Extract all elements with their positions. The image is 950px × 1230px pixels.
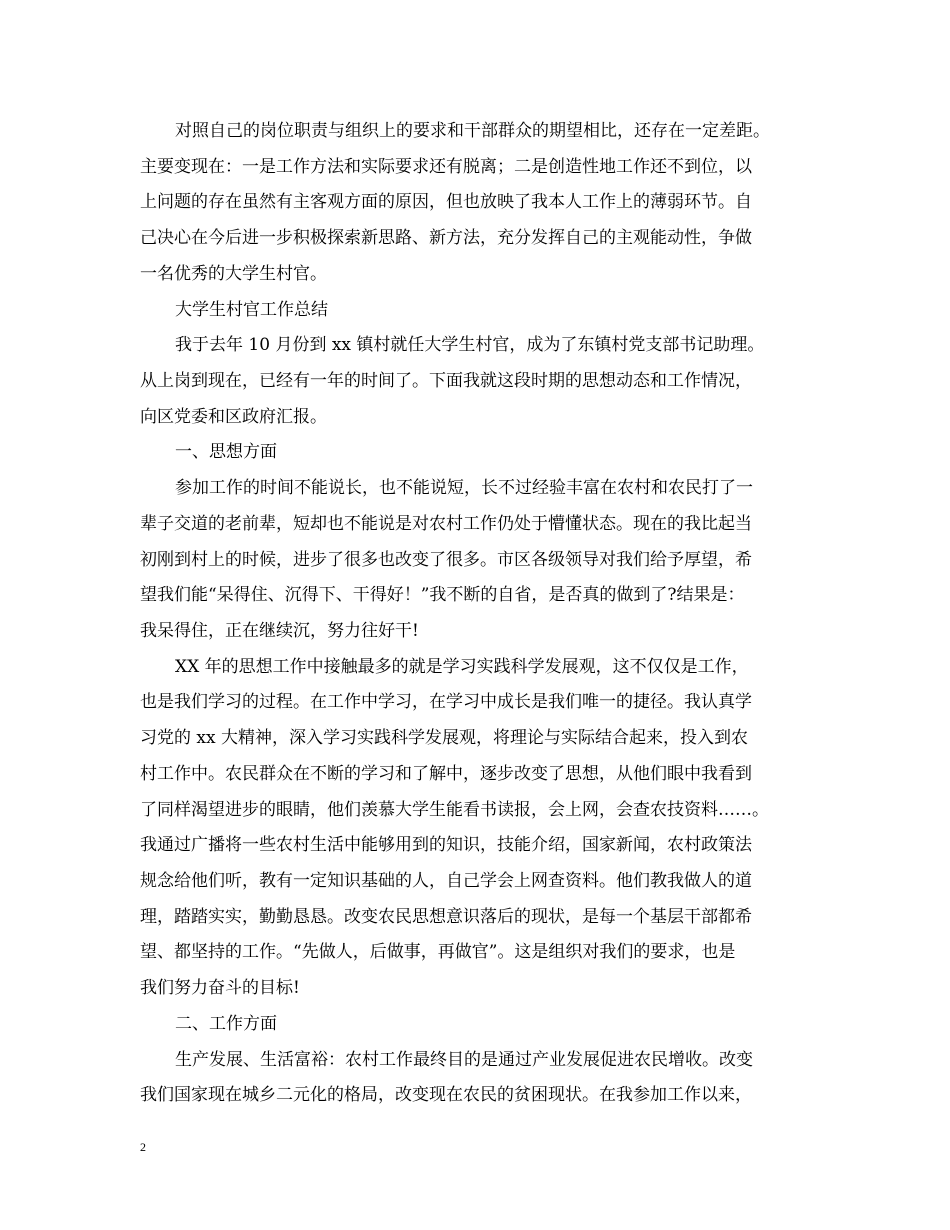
section-heading: 一、思想方面 <box>175 442 277 462</box>
page-number: 2 <box>140 1140 146 1154</box>
text-line: 上问题的存在虽然有主客观方面的原因，但也放映了我本人工作上的薄弱环节。自 <box>140 192 752 212</box>
text-line: 向区党委和区政府汇报。 <box>140 407 327 427</box>
text-line: 我们国家现在城乡二元化的格局，改变现在农民的贫困现状。在我参加工作以来， <box>140 1085 752 1105</box>
text-line: 望、都坚持的工作。“先做人，后做事，再做官”。这是组织对我们的要求，也是 <box>140 942 736 962</box>
text-line: 初刚到村上的时候，进步了很多也改变了很多。市区各级领导对我们给予厚望，希 <box>140 550 752 570</box>
text-line: 我通过广播将一些农村生活中能够用到的知识，技能介绍，国家新闻，农村政策法 <box>140 835 752 855</box>
text-line: 村工作中。农民群众在不断的学习和了解中，逐步改变了思想，从他们眼中我看到 <box>140 764 752 784</box>
text-line: 理，踏踏实实，勤勤恳恳。改变农民思想意识落后的现状，是每一个基层干部都希 <box>140 907 752 927</box>
text-line: 主要变现在：一是工作方法和实际要求还有脱离；二是创造性地工作还不到位，以 <box>140 157 752 177</box>
text-line: 我呆得住，正在继续沉，努力往好干! <box>140 621 419 641</box>
text-line: 望我们能“呆得住、沉得下、干得好！”我不断的自省，是否真的做到了?结果是： <box>140 585 745 605</box>
text-line: 我于去年 10 月份到 xx 镇村就任大学生村官，成为了东镇村党支部书记助理。 <box>175 335 765 355</box>
text-line: 从上岗到现在，已经有一年的时间了。下面我就这段时期的思想动态和工作情况， <box>140 371 752 391</box>
text-line: 习党的 xx 大精神，深入学习实践科学发展观，将理论与实际结合起来，投入到农 <box>140 728 748 748</box>
text-line: 规念给他们听，教有一定知识基础的人，自己学会上网查资料。他们教我做人的道 <box>140 871 752 891</box>
text-line: 己决心在今后进一步积极探索新思路、新方法，充分发挥自己的主观能动性，争做 <box>140 228 752 248</box>
text-line: 生产发展、生活富裕：农村工作最终目的是通过产业发展促进农民增收。改变 <box>175 1050 753 1070</box>
text-line: 也是我们学习的过程。在工作中学习，在学习中成长是我们唯一的捷径。我认真学 <box>140 692 752 712</box>
section-heading: 二、工作方面 <box>175 1014 277 1034</box>
text-line: 我们努力奋斗的目标! <box>140 978 300 998</box>
text-line: 参加工作的时间不能说长，也不能说短，长不过经验丰富在农村和农民打了一 <box>175 478 753 498</box>
section-heading: 大学生村官工作总结 <box>175 300 328 320</box>
text-line: XX 年的思想工作中接触最多的就是学习实践科学发展观，这不仅仅是工作， <box>175 657 749 677</box>
text-line: 对照自己的岗位职责与组织上的要求和干部群众的期望相比，还存在一定差距。 <box>175 121 770 141</box>
text-line: 了同样渴望进步的眼睛，他们羡慕大学生能看书读报，会上网，会查农技资料……。 <box>140 800 769 820</box>
text-line: 辈子交道的老前辈，短却也不能说是对农村工作仍处于懵懂状态。现在的我比起当 <box>140 514 752 534</box>
text-line: 一名优秀的大学生村官。 <box>140 264 327 284</box>
